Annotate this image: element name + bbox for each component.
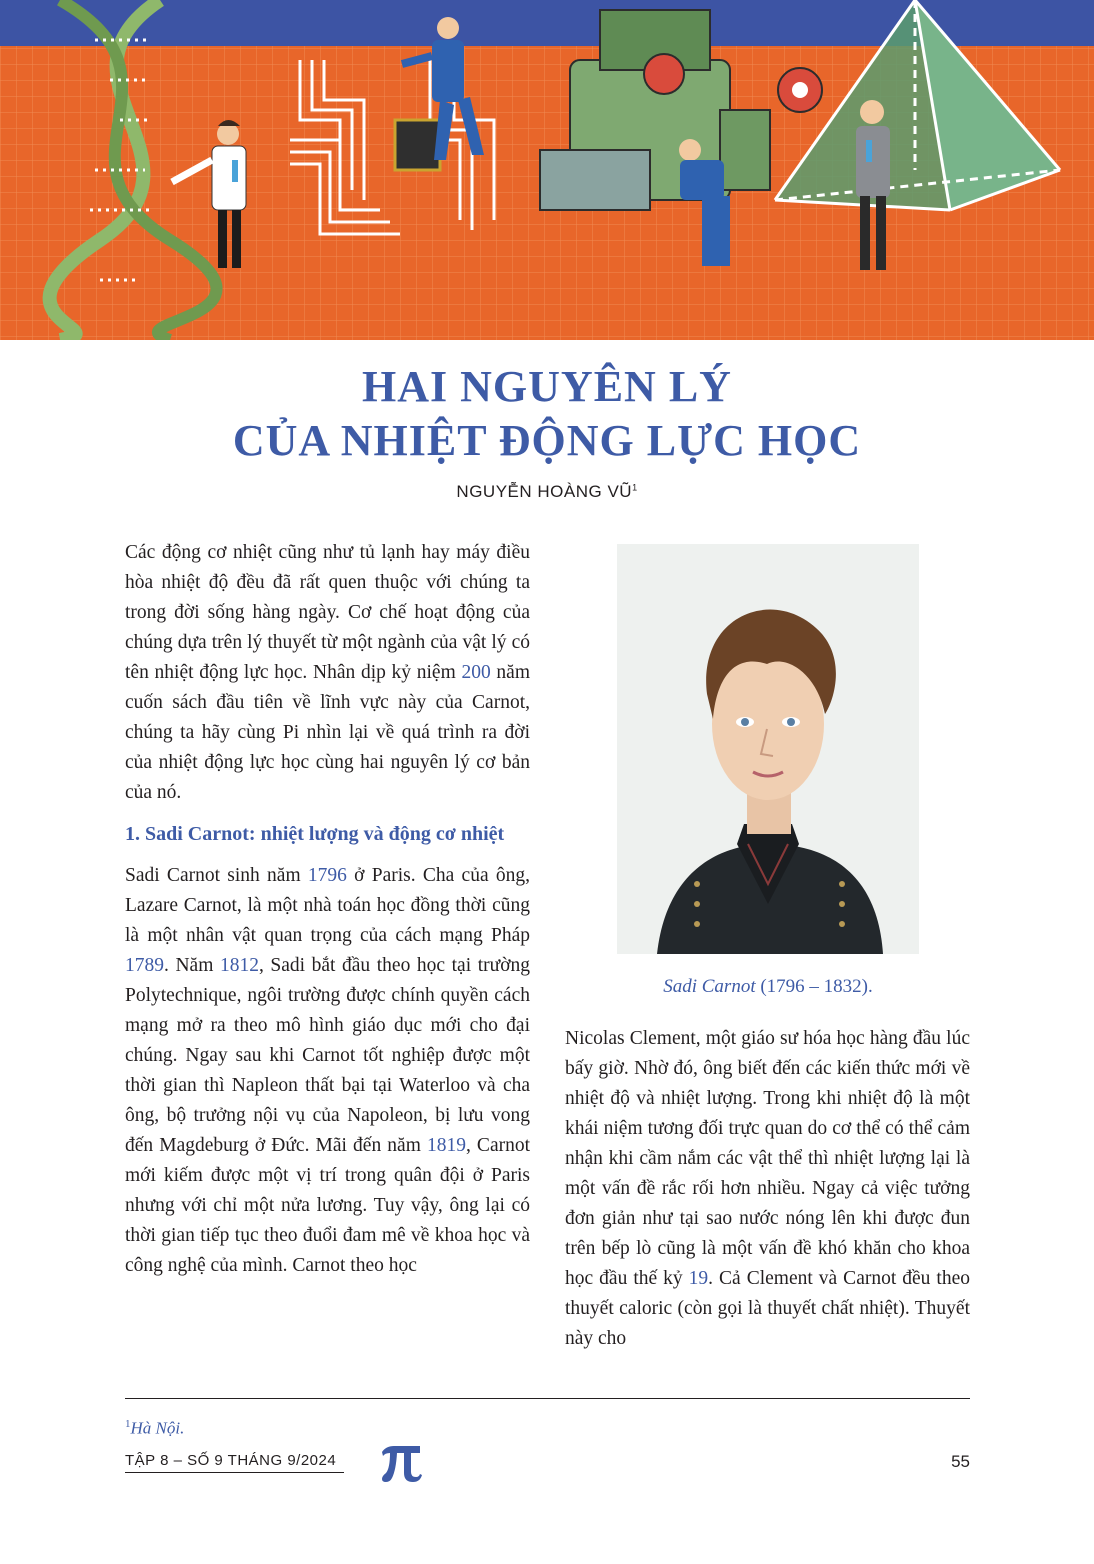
intro-paragraph: Các động cơ nhiệt cũng như tủ lạnh hay máy điều hòa nhiệt độ đều đã rất quen thuộc với chúng ta trong đời sống hàng ngày. Cơ chế hoạt động của chúng dựa trên lý thuyết từ một ngành của vật lý có tên nhiệt động lực học. Nhân dịp kỷ niệm 200 năm cuốn sách đầu tiên về lĩnh vực này của Carnot, chúng ta hãy cùng Pi nhìn lại về quá trình ra đời của nhiệt động lực học cùng hai nguyên lý cơ bản của nó. <box>125 542 530 803</box>
footnote-divider <box>125 1398 970 1399</box>
highlight-number: 19 <box>688 1268 709 1289</box>
left-column <box>125 538 530 1281</box>
article-title-line-1: HAI NGUYÊN LÝ <box>362 362 732 411</box>
footnote: $^1$Hà Nội. <box>125 1418 185 1438</box>
section-heading: 1. Sadi Carnot: nhiệt lượng và động cơ nhiệt <box>125 823 505 845</box>
caption-name: Sadi Carnot <box>663 976 756 997</box>
pi-symbol-icon <box>378 1442 424 1487</box>
page-number: 55 <box>951 1452 970 1471</box>
caption-years: (1796 – 1832). <box>755 976 873 997</box>
issue-info: TẬP 8 – SỐ 9 THÁNG 9/2024 <box>125 1452 344 1473</box>
header-illustration <box>0 0 1094 340</box>
right-column <box>565 1024 970 1354</box>
figure-caption <box>560 976 976 998</box>
author-name: NGUYỄN HOÀNG VŨ <box>456 482 633 501</box>
article-title-line-2: CỦA NHIỆT ĐỘNG LỰC HỌC <box>232 416 862 465</box>
author-footnote-mark: 1 <box>632 482 638 493</box>
body-paragraph-continued: Nicolas Clement, một giáo sư hóa học hàng đầu lúc bấy giờ. Nhờ đó, ông biết đến các kiến thức mới về nhiệt độ và nhiệt lượng. Trong khi nhiệt độ là một khái niệm tương đối trực quan do cơ thể có thể cảm nhận khi cầm nắm các vật thể thì nhiệt lượng lại là một vấn đề rắc rối hơn nhiều. Ngay cả việc tưởng đơn giản như tại sao nước nóng lên khi được đun trên bếp lò cũng là một vấn đề khó khăn cho khoa học đầu thế kỷ 19. Cả Clement và Carnot đều theo thuyết caloric (còn gọi là thuyết chất nhiệt). Thuyết này cho <box>565 1028 970 1349</box>
sadi-carnot-portrait <box>617 544 919 954</box>
highlight-number: 200 <box>461 662 491 683</box>
article-author <box>0 482 1094 502</box>
body-paragraph: Sadi Carnot sinh năm 1796 ở Paris. Cha của ông, Lazare Carnot, là một nhà toán học đồng thời cũng là một nhân vật quan trọng của cách mạng Pháp 1789. Năm 1812, Sadi bắt đầu theo học tại trường Polytechnique, ngôi trường được chính quyền cách mạng mở ra theo mô hình giáo dục mới cho đại chúng. Ngay sau khi Carnot tốt nghiệp được một thời gian thì Napleon thất bại tại Waterloo và cha ông, bộ trưởng nội vụ của Napoleon, bị lưu vong đến Magdeburg ở Đức. Mãi đến năm 1819, Carnot mới kiếm được một vị trí trong quân đội ở Paris nhưng với chỉ một nửa lương. Tuy vậy, ông lại có thời gian tiếp tục theo đuổi đam mê về khoa học và công nghệ của mình. Carnot theo học <box>125 865 531 1276</box>
